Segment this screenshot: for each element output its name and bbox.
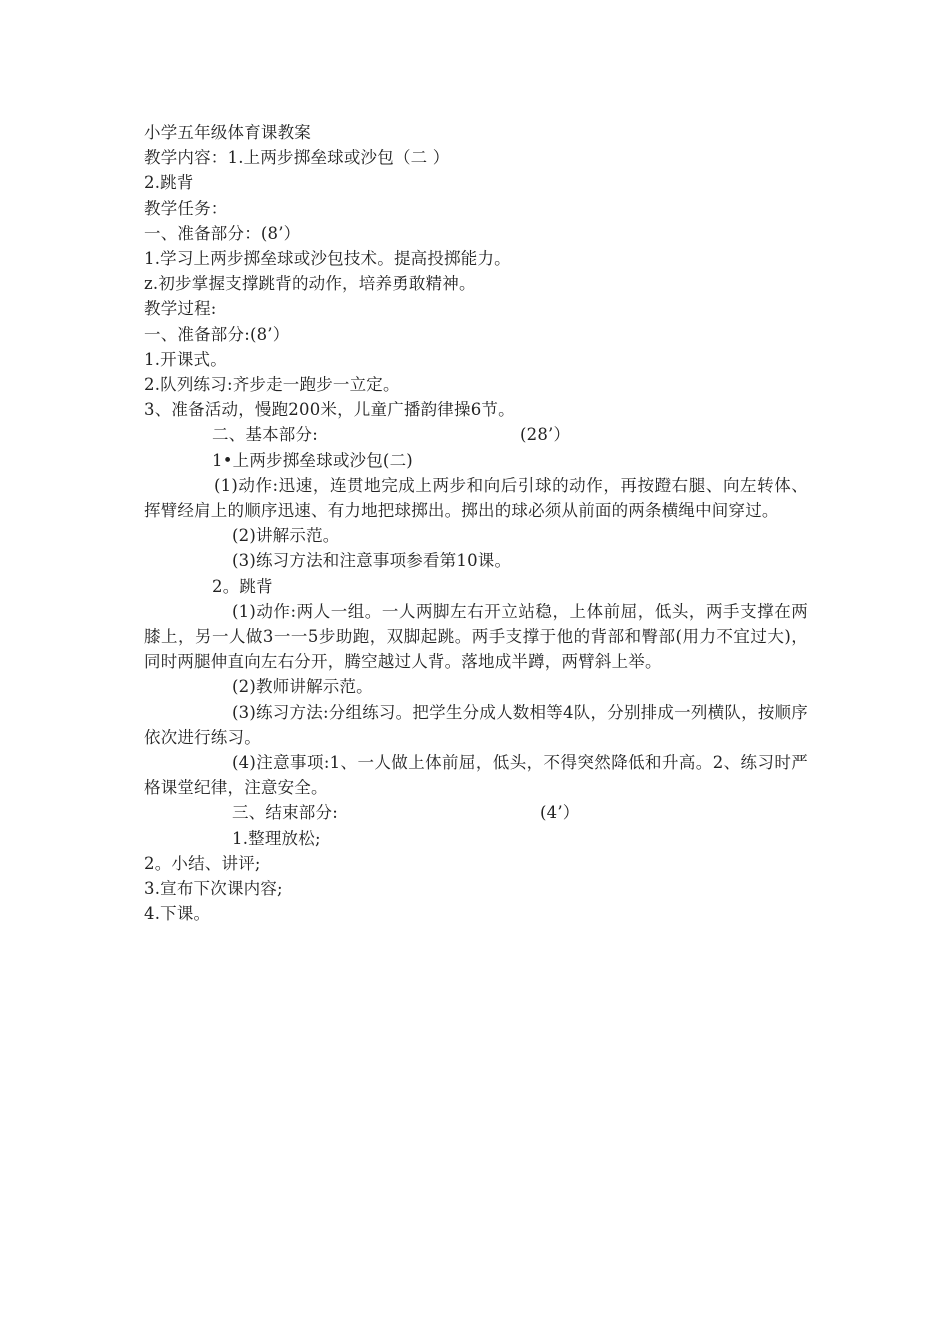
- item-2-method: (3)练习方法:分组练习。把学生分成人数相等4队，分别排成一列横队，按顺序依次进行练习。: [144, 702, 808, 747]
- item-2-title: 2。跳背: [212, 576, 273, 596]
- task-2: z.初步掌握支撑跳背的动作，培养勇敢精神。: [144, 274, 476, 294]
- prep-step-3: 3、准备活动，慢跑200米，儿童广播韵律操6节。: [144, 400, 515, 420]
- teaching-content-item-2: 2.跳背: [144, 173, 194, 193]
- document-title: 小学五年级体育课教案: [144, 123, 311, 142]
- teaching-content: 教学内容：1.上两步掷垒球或沙包（二 ）: [144, 148, 450, 168]
- end-section-heading: [144, 800, 808, 825]
- item-1-action: (1)动作:迅速，连贯地完成上两步和向后引球的动作，再按蹬右腿、向左转体、挥臂经肩上的顺序迅速、有力地把球掷出。掷出的球必须从前面的两条横绳中间穿过。: [144, 475, 808, 521]
- end-step-2: 2。小结、讲评;: [144, 853, 261, 873]
- teaching-tasks-label: 教学任务：: [144, 198, 228, 218]
- basic-section-heading: [144, 422, 808, 447]
- lesson-plan-document: [144, 120, 808, 927]
- prep-step-2: 2.队列练习:齐步走一跑步一立定。: [144, 375, 400, 395]
- item-1-demo: (2)讲解示范。: [232, 526, 340, 546]
- tasks-prep-heading: 一、准备部分：(8’）: [144, 223, 301, 243]
- prep-step-1: 1.开课式。: [144, 349, 227, 369]
- prep-heading: 一、准备部分:(8’）: [144, 324, 290, 344]
- item-1-title: 1•上两步掷垒球或沙包(二): [212, 450, 413, 470]
- task-1: 1.学习上两步掷垒球或沙包技术。提高投掷能力。: [144, 249, 511, 269]
- end-step-4: 4.下课。: [144, 904, 211, 924]
- end-heading-time: (4’）: [540, 803, 580, 823]
- item-1-method: (3)练习方法和注意事项参看第10课。: [232, 551, 512, 571]
- item-2-notes: (4)注意事项:1、一人做上体前屈，低头，不得突然降低和升高。2、练习时严格课堂纪律，注意安全。: [144, 753, 808, 798]
- item-2-demo: (2)教师讲解示范。: [232, 677, 373, 697]
- item-2-action: (1)动作:两人一组。一人两脚左右开立站稳，上体前屈，低头，两手支撑在两膝上，另一人做3一一5步助跑，双脚起跳。两手支撑于他的背部和臀部(用力不宜过大)，同时两腿伸直向左右分开，腾空越过人背。落地成半蹲，两臂斜上举。: [144, 601, 808, 672]
- end-step-1: 1.整理放松;: [232, 828, 321, 848]
- end-heading-label: 三、结束部分:: [232, 803, 338, 823]
- teaching-process-label: 教学过程:: [144, 299, 217, 319]
- basic-heading-time: (28’）: [520, 425, 571, 445]
- end-step-3: 3.宣布下次课内容;: [144, 879, 283, 899]
- basic-heading-label: 二、基本部分:: [212, 425, 318, 445]
